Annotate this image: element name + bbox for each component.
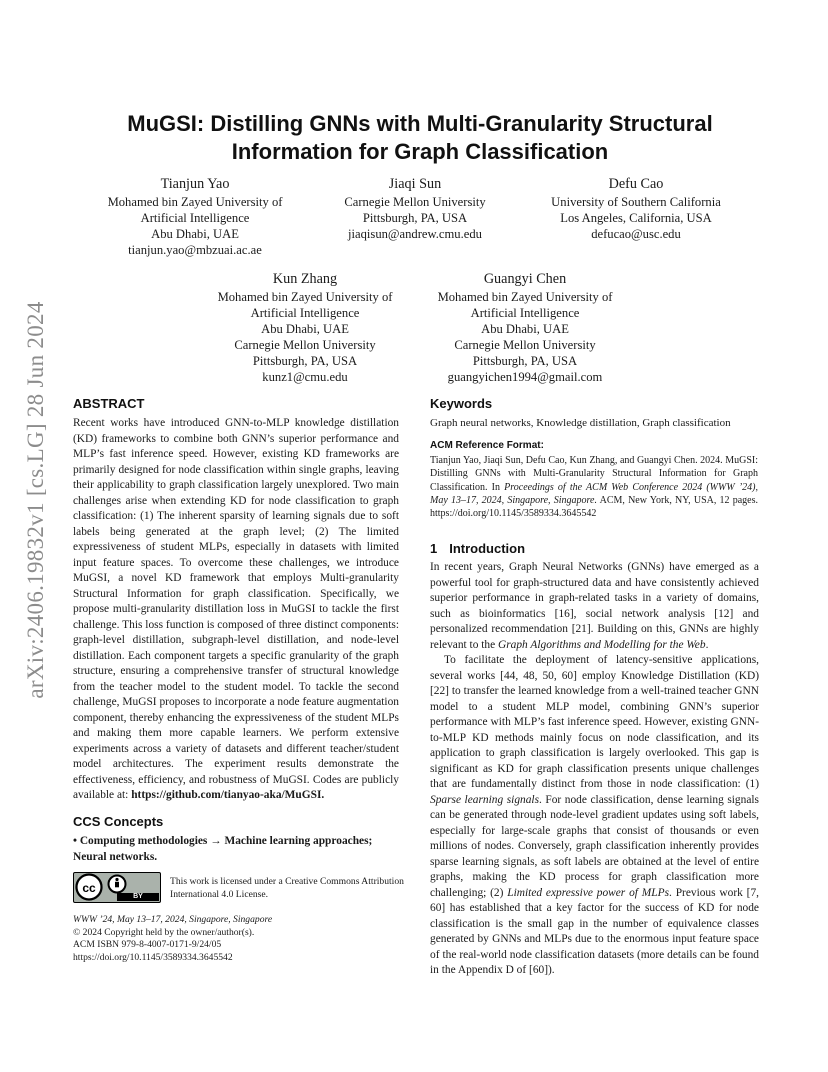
ccs-line: Neural networks. <box>73 850 158 863</box>
author-block <box>200 270 410 385</box>
arxiv-stamp-text: arXiv:2406.19832v1 [cs.LG] 28 Jun 2024 <box>23 301 48 699</box>
author-email[interactable]: defucao@usc.edu <box>591 227 681 241</box>
intro-text: To facilitate the deployment of latency-sensitive applications, several works [44, 48, 50, 60] employ Knowledge Distillation (KD) [22] to transfer the learned knowledge from a well-trained teacher GNN model to a student MLP model, combining GNN’s superior performance with MLP’s fast inference speed. However, existing GNN-to-MLP KD methods mainly focus on node classification, and its application to graph classification is largely overlooked. This gap is significant as KD for graph classification presents unique challenges that are fundamentally distinct from those in node classification: (1) <box>430 654 759 790</box>
author-name: Defu Cao <box>608 176 664 192</box>
author-affiliation: Carnegie Mellon University <box>344 195 486 209</box>
reference-format-text <box>430 454 758 520</box>
reference-post: ACM, New York, NY, USA, 12 pages. https://doi.org/10.1145/3589334.3645542 <box>430 494 758 520</box>
ccs-line: • Computing methodologies → Machine learning approaches; <box>73 835 373 847</box>
author-name: Guangyi Chen <box>483 271 567 287</box>
author-email[interactable]: jiaqisun@andrew.cmu.edu <box>348 227 482 241</box>
author-affiliation: Carnegie Mellon University <box>234 338 376 352</box>
abstract-text: Recent works have introduced GNN-to-MLP knowledge distillation (KD) frameworks to combine both GNN’s superior performance and MLP’s fast inference speed. However, existing KD frameworks are primarily designed for node classification within single graphs, leaving their applicability to graph classification largely unexplored. Two main challenges arise when extending KD for node classification to graph classification: (1) The inherent sparsity of learning signals due to soft labels being generated at the graph level; (2) The limited expressiveness of student MLPs, especially in datasets with limited input feature spaces. To overcome these challenges, we introduce MuGSI, a novel KD framework that employs Multi-granularity Structural Information for graph classification. Specifically, we propose multi-granularity distillation loss in MuGSI to tackle the first challenge. This loss function is composed of three distinct components: graph-level distillation, subgraph-level distillation, and node-level distillation. Each component targets a specific granularity of the graph structure, ensuring a comprehensive transfer of structural knowledge from the teacher model to the student model. To tackle the second challenge, MuGSI proposes to incorporate a node feature augmentation component, thereby enhancing the expressiveness of the student MLPs and making them more capable learners. We perform extensive experiments across a variety of datasets and different teacher/student model architectures. The experiment results demonstrate the effectiveness, efficiency, and robustness of MuGSI. Codes are publicly available at: <box>73 417 399 801</box>
author-block <box>315 175 515 242</box>
author-block <box>90 175 300 258</box>
copyright-line: © 2024 Copyright held by the owner/author(s). <box>73 926 255 938</box>
author-email[interactable]: guangyichen1994@gmail.com <box>447 370 603 384</box>
author-affiliation: Artificial Intelligence <box>140 211 250 225</box>
isbn-line: ACM ISBN 979-8-4007-0171-9/24/05 <box>73 939 222 951</box>
paper-title <box>90 110 750 166</box>
cc-glyph <box>77 876 101 898</box>
intro-text: . For node classification, dense learning signals can be generated through node-level gradient updates using soft labels, especially for large-scale graphs that consist of thousands or even millions of nodes. Conversely, graph classification inherently provides sparse learning signals, as soft labels are obtained at the level of entire graphs, making the KD process for graph classification more challenging; (2) <box>430 793 759 899</box>
author-location: Abu Dhabi, UAE <box>261 322 349 336</box>
author-block <box>420 270 630 385</box>
reference-pre: Tianjun Yao, Jiaqi Sun, Defu Cao, Kun Zhang, and Guangyi Chen. 2024. MuGSI: Distilling GNNs with Multi-Granularity Structural Information for Graph Classification. In <box>430 455 758 493</box>
cc-glyph-text: cc <box>82 881 96 895</box>
doi-link[interactable]: https://doi.org/10.1145/3589334.3645542 <box>73 951 233 963</box>
intro-paragraph-1 <box>430 560 759 653</box>
author-location: Abu Dhabi, UAE <box>481 322 569 336</box>
keywords-text: Graph neural networks, Knowledge distillation, Graph classification <box>430 417 731 429</box>
author-affiliation: Artificial Intelligence <box>250 306 360 320</box>
keywords-heading: Keywords <box>430 396 493 411</box>
title-line-1: MuGSI: Distilling GNNs with Multi-Granularity Structural <box>127 111 713 136</box>
author-affiliation: Carnegie Mellon University <box>454 338 596 352</box>
intro-text: . Previous work [7, 60] has established that a key factor for the success of KD for node classification is the small gap in the number of equivalence classes generated by GNNs and MLPs due to the enormous input feature space of the real-world node classification datasets (more details can be found in the Appendix D of [60]). <box>430 886 759 976</box>
author-affiliation: University of Southern California <box>551 195 721 209</box>
section-number: 1 <box>430 541 438 556</box>
intro-emphasis: Graph Algorithms and Modelling for the Web <box>498 638 706 651</box>
abstract-heading: ABSTRACT <box>73 396 145 411</box>
reference-venue: Proceedings of the ACM Web Conference 2024 (WWW ’24), May 13–17, 2024, Singapore, Singapore. <box>430 481 758 506</box>
conference-venue: WWW ’24, May 13–17, 2024, Singapore, Singapore <box>73 914 273 925</box>
introduction-heading <box>430 541 525 556</box>
author-name: Kun Zhang <box>272 271 338 287</box>
intro-text: In recent years, Graph Neural Networks (GNNs) have emerged as a powerful tool for graph-structured data and have consistently achieved superior performance in graph-related tasks in a variety of domains, such as bioinformatics [16], social network analysis [12] and personalized recommendation [21]. Building on this, GNNs are highly relevant to the <box>430 561 759 651</box>
author-block <box>525 175 747 242</box>
code-link[interactable]: https://github.com/tianyao-aka/MuGSI. <box>131 789 325 801</box>
ccs-heading: CCS Concepts <box>73 814 164 829</box>
author-name: Jiaqi Sun <box>388 176 442 192</box>
intro-paragraph-2 <box>430 653 759 979</box>
ccs-concepts <box>73 834 413 865</box>
author-affiliation: Artificial Intelligence <box>470 306 580 320</box>
author-location: Pittsburgh, PA, USA <box>252 354 358 368</box>
title-line-2: Information for Graph Classification <box>231 139 609 164</box>
author-email[interactable]: tianjun.yao@mbzuai.ac.ae <box>128 243 262 257</box>
section-title: Introduction <box>449 541 526 556</box>
author-location: Pittsburgh, PA, USA <box>362 211 468 225</box>
intro-emphasis: Sparse learning signals <box>430 793 539 806</box>
by-label: BY <box>133 893 143 900</box>
author-location: Pittsburgh, PA, USA <box>472 354 578 368</box>
intro-emphasis: Limited expressive power of MLPs <box>507 886 669 899</box>
conference-info <box>73 914 403 964</box>
author-name: Tianjun Yao <box>160 176 230 192</box>
author-affiliation: Mohamed bin Zayed University of <box>437 290 613 304</box>
license-text: This work is licensed under a Creative Commons Attribution International 4.0 License. <box>170 876 404 900</box>
author-affiliation: Mohamed bin Zayed University of <box>217 290 393 304</box>
abstract-body <box>73 416 399 804</box>
cc-license-badge[interactable] <box>73 872 161 903</box>
author-email[interactable]: kunz1@cmu.edu <box>262 370 348 384</box>
author-affiliation: Mohamed bin Zayed University of <box>107 195 283 209</box>
intro-text: . <box>705 638 709 651</box>
reference-format-heading: ACM Reference Format: <box>430 440 544 451</box>
author-location: Los Angeles, California, USA <box>560 211 712 225</box>
author-location: Abu Dhabi, UAE <box>151 227 239 241</box>
